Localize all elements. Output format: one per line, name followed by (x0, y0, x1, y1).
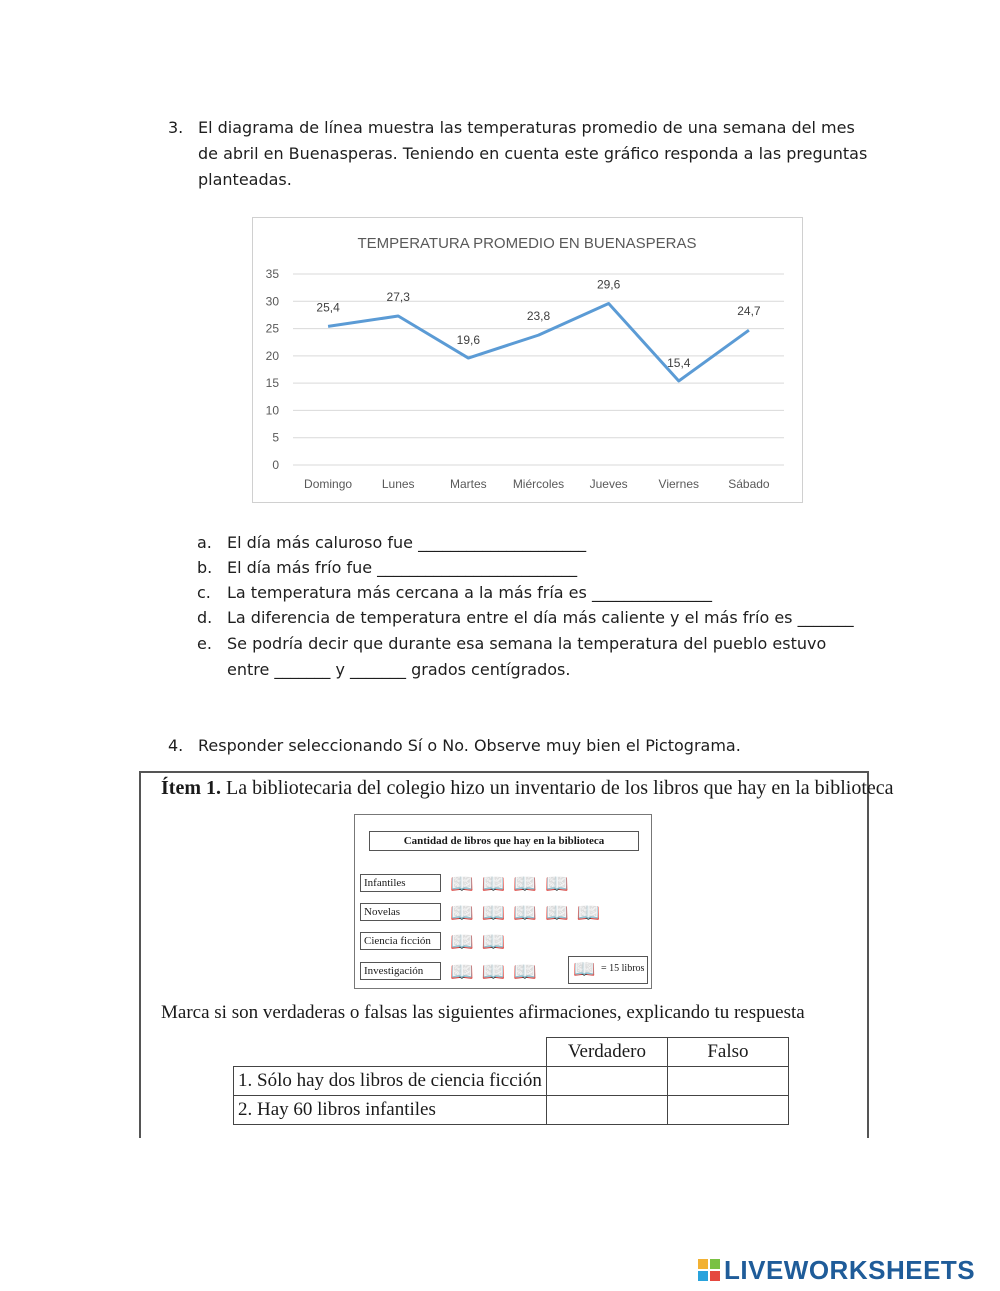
subquestion-text: La temperatura más cercana a la más fría es _______________ (227, 583, 712, 602)
x-tick-label: Viernes (658, 477, 700, 491)
y-tick-label: 15 (265, 376, 279, 391)
pictogram-row-label: Novelas (360, 903, 441, 921)
subquestion-text: Se podría decir que durante esa semana la temperatura del pueblo estuvo (227, 634, 827, 653)
subquestion-letter: d. (197, 608, 213, 627)
column-header-false: Falso (667, 1038, 788, 1067)
temperature-line-chart (252, 217, 803, 503)
true-answer-cell[interactable] (546, 1096, 667, 1125)
logo-icon (698, 1259, 720, 1281)
pictogram-legend (568, 956, 648, 984)
x-tick-label: Martes (450, 477, 487, 491)
question-number: 3. (168, 118, 184, 137)
y-tick-label: 35 (265, 267, 279, 281)
item-title (161, 777, 894, 800)
y-tick-label: 10 (265, 403, 279, 418)
legend-text: = 15 libros (601, 963, 645, 974)
question-text: El diagrama de línea muestra las temperaturas promedio de una semana del mes de abril en Buenasperas. Teniendo en cuenta este gráfico responda a las preguntas planteadas. (198, 118, 868, 189)
subquestion-letter: b. (197, 558, 213, 577)
pictogram-row-label: Infantiles (360, 874, 441, 892)
y-tick-label: 20 (265, 348, 279, 363)
subquestion-letter: e. (197, 634, 212, 653)
data-label: 25,4 (316, 300, 340, 315)
y-tick-label: 5 (272, 430, 279, 445)
item-1-panel (139, 771, 894, 1138)
item-instruction: Marca si son verdaderas o falsas las siguientes afirmaciones, explicando tu respuesta (161, 1002, 805, 1023)
pictogram (354, 814, 652, 989)
true-false-table (233, 1037, 789, 1125)
x-tick-label: Domingo (304, 477, 353, 491)
data-label: 24,7 (737, 304, 761, 319)
true-answer-cell[interactable] (546, 1067, 667, 1096)
table-corner (234, 1038, 547, 1067)
question-text: Responder seleccionando Sí o No. Observe muy bien el Pictograma. (198, 736, 741, 755)
subquestion-text: entre _______ y _______ grados centígrados. (227, 660, 571, 679)
book-icons: 📖📖 (450, 932, 514, 953)
subquestion-text: El día más caluroso fue _____________________ (227, 533, 587, 552)
y-tick-label: 30 (265, 294, 279, 309)
pictogram-title: Cantidad de libros que hay en la biblioteca (369, 831, 639, 851)
subquestion-text: La diferencia de temperatura entre el día más caliente y el más frío es _______ (227, 608, 854, 627)
y-tick-label: 0 (272, 458, 279, 472)
chart-title: TEMPERATURA PROMEDIO EN BUENASPERAS (357, 235, 697, 252)
question-number: 4. (168, 736, 184, 755)
subquestion-letter: a. (197, 533, 212, 552)
book-icons: 📖📖📖📖📖 (450, 903, 609, 924)
x-tick-label: Miércoles (512, 477, 565, 491)
open-book-icon: 📖 (573, 959, 596, 979)
subquestion-letter: c. (197, 583, 211, 602)
pictogram-row-label: Investigación (360, 962, 441, 980)
logo-square (710, 1271, 720, 1281)
data-label: 27,3 (386, 290, 410, 305)
brand-text: LIVEWORKSHEETS (724, 1255, 976, 1285)
y-tick-label: 25 (265, 321, 279, 336)
chart-canvas (253, 218, 802, 502)
book-icons: 📖📖📖 (450, 962, 545, 983)
data-label: 23,8 (526, 309, 551, 324)
subquestion-text: El día más frío fue _________________________ (227, 558, 578, 577)
logo-square (698, 1259, 708, 1269)
data-label: 19,6 (456, 333, 481, 348)
item-title-text: La bibliotecaria del colegio hizo un inventario de los libros que hay en la biblioteca (220, 777, 894, 799)
false-answer-cell[interactable] (667, 1067, 788, 1096)
book-icons: 📖📖📖📖 (450, 874, 577, 895)
logo-square (710, 1259, 720, 1269)
liveworksheets-logo (698, 1255, 994, 1285)
statement-cell: 1. Sólo hay dos libros de ciencia ficción (234, 1067, 547, 1096)
table-header-row (234, 1038, 789, 1067)
logo-square (698, 1271, 708, 1281)
x-tick-label: Jueves (589, 477, 628, 491)
pictogram-row-label: Ciencia ficción (360, 932, 441, 950)
x-tick-label: Lunes (381, 477, 415, 491)
data-label: 29,6 (596, 277, 621, 292)
data-label: 15,4 (667, 355, 691, 370)
statement-cell: 2. Hay 60 libros infantiles (234, 1096, 547, 1125)
x-tick-label: Sábado (728, 477, 770, 491)
table-row (234, 1067, 789, 1096)
false-answer-cell[interactable] (667, 1096, 788, 1125)
item-title-bold: Ítem 1. (161, 777, 221, 799)
column-header-true: Verdadero (546, 1038, 667, 1067)
table-row (234, 1096, 789, 1125)
